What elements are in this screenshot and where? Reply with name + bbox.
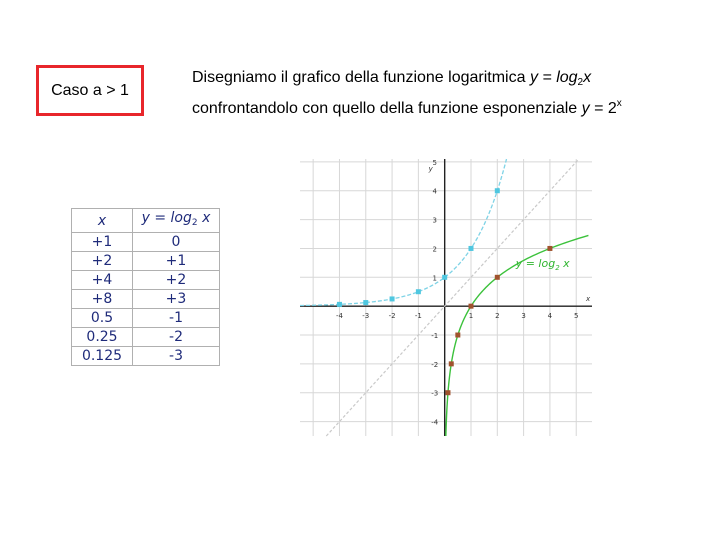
intro-line-2-text: confrontandolo con quello della funzione esponenziale: [192, 100, 582, 117]
cell-y: 0: [133, 233, 220, 252]
x-tick-label: -4: [335, 312, 343, 321]
table-row: [72, 271, 220, 290]
function-chart: [290, 155, 600, 440]
logarithm-point: [449, 361, 454, 366]
intro-line-1-y: y: [529, 69, 538, 86]
x-tick-label: 4: [547, 312, 553, 321]
table-row: [72, 347, 220, 366]
cell-y: +2: [133, 271, 220, 290]
values-table: [71, 208, 220, 366]
logarithm-point: [455, 333, 460, 338]
y-tick-label: -3: [431, 389, 439, 398]
exponential-point: [416, 289, 421, 294]
exponential-point: [468, 246, 473, 251]
cell-x: +4: [72, 271, 133, 290]
header-x: x: [72, 209, 133, 233]
intro-line-1-sub: 2: [577, 77, 584, 88]
x-tick-label: 3: [521, 312, 526, 321]
exponential-point: [337, 302, 342, 307]
intro-line-2-sup: x: [616, 98, 622, 109]
cell-x: 0.25: [72, 328, 133, 347]
cell-x: +2: [72, 252, 133, 271]
exponential-point: [363, 300, 368, 305]
y-tick-label: 4: [432, 187, 437, 196]
intro-line-2-eq: = 2: [589, 100, 617, 117]
cell-y: -2: [133, 328, 220, 347]
cell-x: +1: [72, 233, 133, 252]
header-y-x: x: [197, 210, 211, 226]
table-row: [72, 328, 220, 347]
case-label: Caso a > 1: [51, 81, 129, 99]
intro-line-2-y: y: [581, 100, 590, 117]
header-y-var: y: [141, 210, 150, 226]
x-tick-label: -2: [388, 312, 396, 321]
intro-line-1-x: x: [583, 69, 592, 86]
y-axis-label: y: [428, 165, 433, 173]
intro-line-2: [192, 93, 712, 119]
logarithm-point: [445, 390, 450, 395]
cell-x: 0.5: [72, 309, 133, 328]
cell-y: -3: [133, 347, 220, 366]
logarithm-curve-label: $y = \log_2 x$: [515, 257, 570, 273]
table-header-row: [72, 209, 220, 233]
cell-y: +1: [133, 252, 220, 271]
exponential-curve: [300, 159, 507, 305]
table-row: [72, 290, 220, 309]
intro-text: [192, 67, 712, 119]
y-tick-label: 3: [432, 216, 437, 225]
cell-x: 0.125: [72, 347, 133, 366]
logarithm-point: [495, 275, 500, 280]
intro-line-1: [192, 67, 712, 93]
x-axis-label: x: [586, 295, 591, 304]
exponential-point: [442, 275, 447, 280]
x-tick-label: 5: [573, 312, 579, 321]
x-tick-label: 2: [495, 312, 500, 321]
case-label-box: [36, 65, 144, 116]
logarithm-point: [547, 246, 552, 251]
y-tick-label: 1: [432, 274, 437, 283]
exponential-point: [495, 188, 500, 193]
exponential-point: [390, 296, 395, 301]
y-tick-label: -2: [431, 360, 439, 369]
cell-x: +8: [72, 290, 133, 309]
intro-line-1-text: Disegniamo il grafico della funzione logaritmica: [192, 69, 530, 86]
cell-y: -1: [133, 309, 220, 328]
y-tick-label: 2: [432, 245, 437, 254]
x-tick-label: 1: [468, 312, 474, 321]
header-y-sub: 2: [191, 218, 198, 228]
header-y: [133, 209, 220, 233]
intro-line-1-eq: = log: [537, 69, 578, 86]
cell-y: +3: [133, 290, 220, 309]
x-tick-label: -1: [414, 312, 422, 321]
y-tick-label: -1: [431, 332, 439, 341]
header-y-eq: = log: [149, 210, 192, 226]
table-row: [72, 309, 220, 328]
y-tick-label: -4: [431, 418, 439, 427]
y-tick-label: 5: [432, 158, 437, 167]
bisector-line: [326, 159, 579, 436]
table-row: [72, 252, 220, 271]
x-tick-label: -3: [362, 312, 370, 321]
logarithm-point: [468, 304, 473, 309]
table-row: [72, 233, 220, 252]
